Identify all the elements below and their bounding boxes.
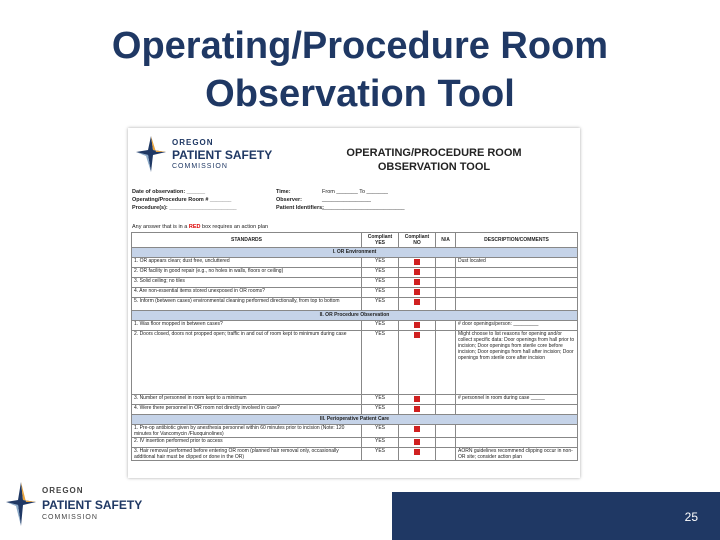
col-compliant-yes: Compliant YES xyxy=(362,233,399,248)
row-text: OR facility in good repair (e.g., no holes in walls, floors or ceiling) xyxy=(139,268,284,274)
standard-cell xyxy=(132,331,362,395)
na-cell xyxy=(436,395,456,405)
comment-cell xyxy=(456,278,578,288)
standard-cell xyxy=(132,298,362,311)
red-box xyxy=(414,269,420,275)
no-cell xyxy=(399,438,436,448)
standard-cell xyxy=(132,268,362,278)
row-text: Were there personnel in OR room not directly involved in case? xyxy=(139,405,280,411)
standard-cell xyxy=(132,321,362,331)
comment-cell xyxy=(456,405,578,415)
row-num: 2. xyxy=(134,331,139,337)
footer-logo-line3: COMMISSION xyxy=(42,514,98,521)
standard-cell xyxy=(132,278,362,288)
no-cell xyxy=(399,268,436,278)
no-cell xyxy=(399,395,436,405)
na-cell xyxy=(436,278,456,288)
yes-cell: YES xyxy=(362,405,399,415)
row-text: Inform (between cases) environmental cleaning performed directionally, from top to bottom xyxy=(139,298,340,304)
field-right-label: Observer: xyxy=(276,197,302,203)
na-cell xyxy=(436,438,456,448)
red-box xyxy=(414,449,420,455)
footer-logo-line1: OREGON xyxy=(42,486,84,495)
row-num: 2. xyxy=(134,268,139,274)
doc-logo-line2: PATIENT SAFETY xyxy=(172,148,273,162)
na-cell xyxy=(436,321,456,331)
table-row xyxy=(132,425,578,438)
no-cell xyxy=(399,321,436,331)
row-num: 1. xyxy=(134,425,139,431)
section-row xyxy=(132,415,578,425)
field-left: Procedure(s): ______________________ xyxy=(132,205,237,211)
yes-cell: YES xyxy=(362,438,399,448)
yes-cell: YES xyxy=(362,321,399,331)
standard-cell xyxy=(132,258,362,268)
standard-cell xyxy=(132,395,362,405)
section-row xyxy=(132,311,578,321)
field-row xyxy=(132,188,576,196)
row-text: Hair removal performed before entering OR room (planned hair removal only, occasionally additional hair must be clipped or done in the OR) xyxy=(134,448,339,460)
red-box xyxy=(414,406,420,412)
table-row xyxy=(132,278,578,288)
row-text: Pre-op antibiotic given by anesthesia personnel within 60 minutes prior to incision (Note: 120 minutes for Vancomycin /Fluoquinolines) xyxy=(134,425,345,437)
comment-cell xyxy=(456,268,578,278)
row-num: 3. xyxy=(134,448,139,454)
yes-cell: YES xyxy=(362,448,399,461)
table-row xyxy=(132,331,578,395)
na-cell xyxy=(436,425,456,438)
observation-table xyxy=(131,232,578,461)
comment-cell xyxy=(456,298,578,311)
red-box xyxy=(414,439,420,445)
table-row xyxy=(132,298,578,311)
row-num: 3. xyxy=(134,395,139,401)
footer-bar xyxy=(392,492,720,540)
no-cell xyxy=(399,278,436,288)
page-number: 25 xyxy=(684,510,698,524)
standard-cell xyxy=(132,405,362,415)
table-row xyxy=(132,321,578,331)
row-num: 3. xyxy=(134,278,139,284)
table-row xyxy=(132,405,578,415)
red-box xyxy=(414,322,420,328)
na-cell xyxy=(436,448,456,461)
row-num: 1. xyxy=(134,321,139,327)
note-before: Any answer that is in a xyxy=(132,224,189,230)
na-cell xyxy=(436,258,456,268)
slide-title-line2: Observation Tool xyxy=(205,73,515,115)
red-box xyxy=(414,396,420,402)
no-cell xyxy=(399,448,436,461)
yes-cell: YES xyxy=(362,395,399,405)
standard-cell xyxy=(132,288,362,298)
na-cell xyxy=(436,331,456,395)
red-box xyxy=(414,279,420,285)
table-row xyxy=(132,288,578,298)
red-box xyxy=(414,259,420,265)
row-num: 4. xyxy=(134,405,139,411)
yes-cell: YES xyxy=(362,331,399,395)
yes-cell: YES xyxy=(362,425,399,438)
standard-cell xyxy=(132,438,362,448)
col-compliant-no: Compliant NO xyxy=(399,233,436,248)
table-header-row xyxy=(132,233,578,248)
no-cell xyxy=(399,298,436,311)
na-cell xyxy=(436,288,456,298)
doc-title-line1: OPERATING/PROCEDURE ROOM xyxy=(346,147,522,159)
row-num: 1. xyxy=(134,258,139,264)
row-text: Solid ceiling; no tiles xyxy=(139,278,185,284)
no-cell xyxy=(399,331,436,395)
doc-title-line2: OBSERVATION TOOL xyxy=(377,161,491,173)
field-right-label: Time: xyxy=(276,189,291,195)
row-text: Was floor mopped in between cases? xyxy=(139,321,223,327)
na-cell xyxy=(436,268,456,278)
comment-cell xyxy=(456,425,578,438)
na-cell xyxy=(436,405,456,415)
doc-title xyxy=(324,146,544,174)
action-plan-note xyxy=(132,224,268,230)
row-text: Are non-essential items stored unexposed in OR rooms? xyxy=(139,288,265,294)
field-right-value: ________________ xyxy=(322,197,371,203)
star-logo-icon xyxy=(134,134,168,174)
observation-fields xyxy=(132,188,576,212)
section-title: I. OR Environment xyxy=(132,248,578,258)
comment-cell xyxy=(456,288,578,298)
field-right-label: Patient Identifiers: xyxy=(276,205,324,211)
table-row xyxy=(132,258,578,268)
section-title: II. OR Procedure Observation xyxy=(132,311,578,321)
comment-cell: AORN guidelines recommend clipping occur in non-OR site; consider action plan xyxy=(456,448,578,461)
row-num: 5. xyxy=(134,298,139,304)
row-text: Doors closed, doors not propped open; traffic in and out of room kept to minimum during case xyxy=(139,331,347,337)
no-cell xyxy=(399,405,436,415)
doc-logo xyxy=(134,134,274,176)
standard-cell xyxy=(132,425,362,438)
doc-logo-line3: COMMISSION xyxy=(172,163,228,170)
red-box xyxy=(414,426,420,432)
red-box xyxy=(414,289,420,295)
footer-logo xyxy=(4,478,174,530)
note-red: RED xyxy=(188,224,201,230)
comment-cell xyxy=(456,438,578,448)
no-cell xyxy=(399,288,436,298)
row-num: 4. xyxy=(134,288,139,294)
note-after: box requires an action plan xyxy=(200,224,269,230)
doc-logo-line1: OREGON xyxy=(172,138,214,147)
comment-cell: # door openings/person: _________ xyxy=(456,321,578,331)
na-cell xyxy=(436,298,456,311)
red-box xyxy=(414,332,420,338)
red-box xyxy=(414,299,420,305)
comment-cell: Might choose to list reasons for opening and/or collect specific data: Door openings from hall prior to incision; Door openings from sterile core before incision; Door openings from hall after incision; Door openings from sterile core after incision xyxy=(456,331,578,395)
col-standards: STANDARDS xyxy=(132,233,362,248)
row-text: Number of personnel in room kept to a minimum xyxy=(139,395,247,401)
star-logo-icon xyxy=(4,480,38,528)
slide-title-line1: Operating/Procedure Room xyxy=(111,25,609,67)
yes-cell: YES xyxy=(362,258,399,268)
slide-title xyxy=(0,22,720,118)
comment-cell: Dust located xyxy=(456,258,578,268)
yes-cell: YES xyxy=(362,298,399,311)
row-num: 2. xyxy=(134,438,139,444)
table-row xyxy=(132,438,578,448)
section-title: III. Perioperative Patient Care xyxy=(132,415,578,425)
observation-tool-document xyxy=(128,128,580,478)
field-row xyxy=(132,204,576,212)
table-row xyxy=(132,448,578,461)
row-text: OR appears clean; dust free, uncluttered xyxy=(139,258,230,264)
standard-cell xyxy=(132,448,362,461)
section-row xyxy=(132,248,578,258)
comment-cell: # personnel in room during case _____ xyxy=(456,395,578,405)
yes-cell: YES xyxy=(362,278,399,288)
field-right-value: ___________________________ xyxy=(322,205,405,211)
field-right-value: From _______ To _______ xyxy=(322,189,388,195)
field-row xyxy=(132,196,576,204)
table-row xyxy=(132,395,578,405)
field-left: Date of observation: ______ xyxy=(132,189,206,195)
table-row xyxy=(132,268,578,278)
no-cell xyxy=(399,425,436,438)
footer-logo-line2: PATIENT SAFETY xyxy=(42,498,143,512)
field-left: Operating/Procedure Room # _______ xyxy=(132,197,232,203)
no-cell xyxy=(399,258,436,268)
col-na: N/A xyxy=(436,233,456,248)
yes-cell: YES xyxy=(362,268,399,278)
yes-cell: YES xyxy=(362,288,399,298)
col-description: DESCRIPTION/COMMENTS xyxy=(456,233,578,248)
row-text: IV insertion performed prior to access xyxy=(139,438,223,444)
